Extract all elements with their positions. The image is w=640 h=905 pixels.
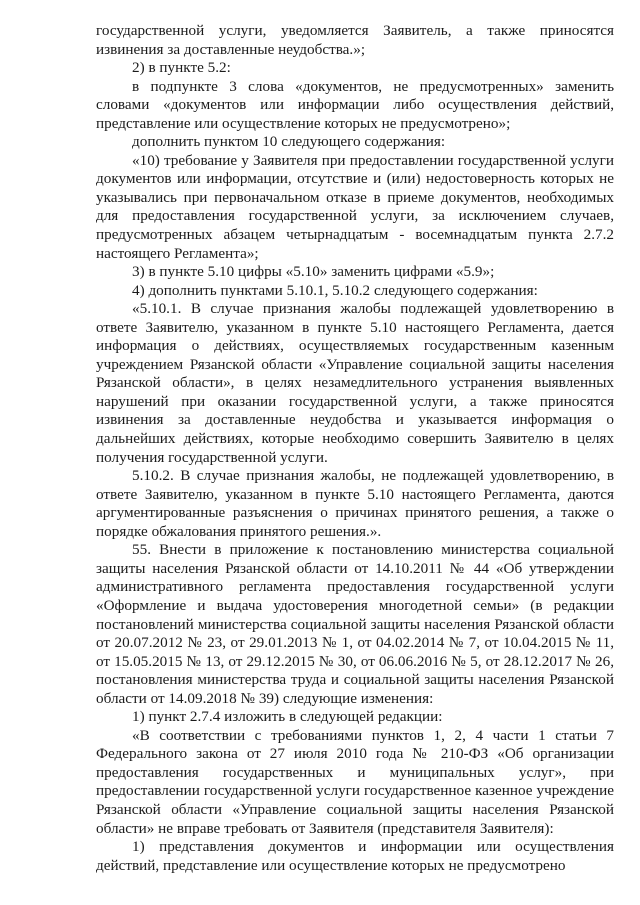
paragraph: 55. Внести в приложение к постановлению министерства социальной защиты населения Рязанской области от 14.10.2011 № 44 «Об утверждении административного регламента предоставления государственной услуги «Оформление и выдача удостоверения многодетной семьи» (в редакции постановлений министерства социальной защиты населения Рязанской области от 20.07.2012 № 23, от 29.01.2013 № 1, от 04.02.2014 № 7, от 10.04.2015 № 11, от 15.05.2015 № 13, от 29.12.2015 № 30, от 06.06.2016 № 5, от 28.12.2017 № 26, постановления министерства труда и социальной защиты населения Рязанской области от 14.09.2018 № 39) следующие изменения: (96, 541, 614, 707)
paragraph: дополнить пунктом 10 следующего содержания: (132, 133, 446, 151)
paragraph: 1) пункт 2.7.4 изложить в следующей редакции: (132, 708, 443, 726)
paragraph: «В соответствии с требованиями пунктов 1, 2, 4 части 1 статьи 7 Федерального закона от 27 июля 2010 года № 210-ФЗ «Об организации предоставления государственных и муниципальных услуг», при предоставлении государственной услуги государственное казенное учреждение Рязанской области «Управление социальной защиты населения Рязанской области» не вправе требовать от Заявителя (представителя Заявителя): (96, 726, 614, 837)
paragraph: государственной услуги, уведомляется Заявитель, а также приносятся извинения за доставленные неудобства.»; (96, 22, 614, 58)
document-body (96, 22, 614, 875)
paragraph: 3) в пункте 5.10 цифры «5.10» заменить цифрами «5.9»; (132, 263, 495, 281)
paragraph: «10) требование у Заявителя при предоставлении государственной услуги документов или информации, отсутствие и (или) недостоверность которых не указывались при первоначальном отказе в приеме документов, необходимых для предоставления государственной услуги, за исключением случаев, предусмотренных абзацем четырнадцатым - восемнадцатым пункта 2.7.2 настоящего Регламента»; (96, 151, 614, 262)
paragraph: 2) в пункте 5.2: (132, 59, 231, 77)
paragraph: «5.10.1. В случае признания жалобы подлежащей удовлетворению в ответе Заявителю, указанном в пункте 5.10 настоящего Регламента, дается информация о действиях, осуществляемых государственным казенным учреждением Рязанской области «Управление социальной защиты населения Рязанской области», в целях незамедлительного устранения выявленных нарушений при оказании государственной услуги, а также приносятся извинения за доставленные неудобства и указывается информация о дальнейших действиях, которые необходимо совершить Заявителю в целях получения государственной услуги. (96, 300, 614, 466)
paragraph: 4) дополнить пунктами 5.10.1, 5.10.2 следующего содержания: (132, 281, 538, 299)
paragraph: в подпункте 3 слова «документов, не предусмотренных» заменить словами «документов или информации либо осуществления действий, представление или осуществление которых не предусмотрено»; (96, 77, 614, 132)
paragraph: 5.10.2. В случае признания жалобы, не подлежащей удовлетворению, в ответе Заявителю, указанном в пункте 5.10 настоящего Регламента, даются аргументированные разъяснения о причинах принятого решения, а также о порядке обжалования принятого решения.». (96, 467, 614, 540)
paragraph: 1) представления документов и информации или осуществления действий, представление или осуществление которых не предусмотрено (96, 838, 614, 874)
